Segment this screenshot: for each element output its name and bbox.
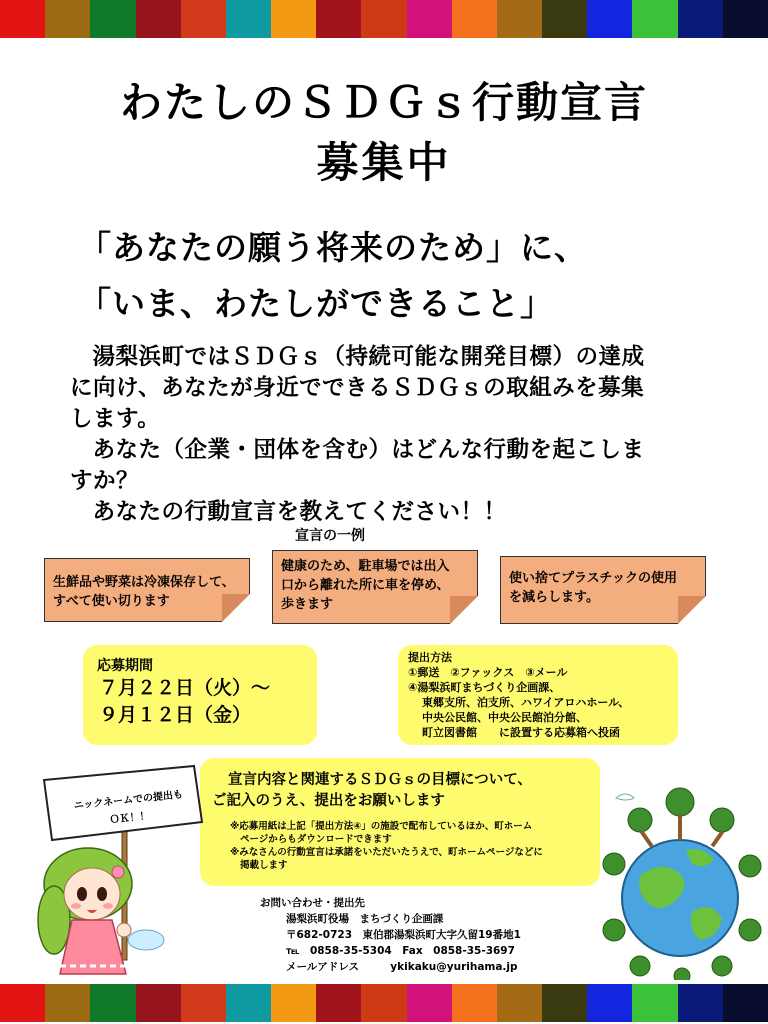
stripe-segment: [542, 0, 587, 38]
mascot-illustration: [30, 760, 230, 980]
method-line: ①郵送 ②ファックス ③メール: [408, 666, 568, 679]
method-label: 提出方法: [408, 651, 452, 664]
stripe-segment: [678, 984, 723, 1022]
example-line: 使い捨てプラスチックの使用: [509, 571, 677, 586]
email-link[interactable]: ykikaku@yurihama.jp: [390, 961, 518, 973]
stripe-segment: [587, 0, 632, 38]
example-line: 歩きます: [281, 597, 334, 612]
stripe-segment: [0, 0, 45, 38]
intro-line: あなたの行動宣言を教えてください！！: [92, 499, 507, 525]
page-subtitle: 募集中: [316, 138, 452, 187]
sign-line: ＯＫ！！: [109, 810, 151, 827]
stripe-segment: [361, 0, 406, 38]
bottom-color-stripe: [0, 984, 768, 1022]
contact-email-row: [260, 959, 521, 975]
examples-label: 宣言の一例: [295, 528, 365, 544]
stripe-segment: [678, 0, 723, 38]
stripe-segment: [316, 0, 361, 38]
request-note: ※みなさんの行動宣言は承諾をいただいたうえで、町ホームページなどに: [230, 847, 543, 858]
stripe-segment: [181, 0, 226, 38]
stripe-segment: [45, 984, 90, 1022]
stripe-segment: [226, 984, 271, 1022]
intro-line: すか？: [70, 468, 140, 494]
top-color-stripe: [0, 0, 768, 38]
request-line: 宣言内容と関連するＳＤＧｓの目標について、: [228, 772, 532, 788]
stripe-segment: [136, 0, 181, 38]
stripe-segment: [0, 984, 45, 1022]
page-title: わたしのＳＤＧｓ行動宣言: [119, 78, 648, 127]
slogan-line-2: 「いま、わたしができること」: [78, 284, 554, 323]
request-box: [200, 758, 600, 886]
example-line: 健康のため、駐車場では出入: [281, 559, 450, 574]
period-label: 応募期間: [97, 658, 153, 674]
intro-line: 湯梨浜町ではＳＤＧｓ（持続可能な開発目標）の達成: [92, 344, 645, 370]
example-line: 口から離れた所に車を停め、: [281, 578, 450, 593]
stripe-segment: [271, 0, 316, 38]
stripe-segment: [723, 984, 768, 1022]
period-end: ９月１２日（金）: [99, 704, 252, 726]
contact-phone: ℡ 0858-35-5304 Fax 0858-35-3697: [286, 945, 515, 957]
example-line: すべて使い切ります: [53, 594, 170, 609]
stripe-segment: [226, 0, 271, 38]
page-fold: [450, 596, 478, 624]
page-fold: [222, 594, 250, 622]
stripe-segment: [542, 984, 587, 1022]
method-line: 東郷支所、泊支所、ハワイアロハホール、: [422, 696, 630, 709]
application-period-box: [83, 645, 317, 745]
stripe-segment: [452, 0, 497, 38]
stripe-segment: [90, 984, 135, 1022]
mascot-with-sign: [30, 760, 230, 980]
request-note: ページからもダウンロードできます: [240, 834, 392, 845]
stripe-segment: [723, 0, 768, 38]
contact-address: 〒682-0723 東伯郡湯梨浜町大字久留19番地1: [286, 929, 521, 941]
intro-text: [70, 342, 730, 528]
earth-trees-illustration: [600, 780, 765, 980]
request-line: ご記入のうえ、提出をお願いします: [212, 793, 445, 809]
stripe-segment: [316, 984, 361, 1022]
stripe-segment: [632, 984, 677, 1022]
example-note: [500, 556, 706, 624]
stripe-segment: [90, 0, 135, 38]
stripe-segment: [136, 984, 181, 1022]
stripe-segment: [407, 0, 452, 38]
intro-line: あなた（企業・団体を含む）はどんな行動を起こしま: [92, 437, 645, 463]
stripe-segment: [497, 984, 542, 1022]
globe-icon: [600, 780, 765, 980]
stripe-segment: [271, 984, 316, 1022]
example-note: [44, 558, 250, 622]
contact-office: 湯梨浜町役場 まちづくり企画課: [286, 913, 444, 925]
stripe-segment: [407, 984, 452, 1022]
contact-info: [260, 895, 521, 975]
stripe-segment: [361, 984, 406, 1022]
stripe-segment: [587, 984, 632, 1022]
period-start: ７月２２日（火）～: [99, 677, 271, 699]
method-line: ④湯梨浜町まちづくり企画課、: [408, 681, 561, 694]
request-note: ※応募用紙は上記「提出方法④」の施設で配布しているほか、町ホーム: [230, 821, 533, 832]
sign-line: ニックネームでの提出も: [73, 789, 184, 812]
stripe-segment: [632, 0, 677, 38]
slogan-line-1: 「あなたの願う将来のため」に、: [78, 228, 588, 267]
stripe-segment: [181, 984, 226, 1022]
page-fold: [678, 596, 706, 624]
email-label: メールアドレス: [286, 961, 359, 973]
submission-method-box: [398, 645, 678, 745]
method-line: 町立図書館 に設置する応募箱へ投函: [422, 726, 620, 739]
intro-line: します。: [70, 406, 161, 432]
stripe-segment: [497, 0, 542, 38]
example-line: を減らします。: [509, 590, 599, 605]
method-line: 中央公民館、中央公民館泊分館、: [422, 711, 587, 724]
stripe-segment: [452, 984, 497, 1022]
example-note: [272, 550, 478, 624]
stripe-segment: [45, 0, 90, 38]
contact-label: お問い合わせ・提出先: [260, 897, 365, 909]
request-note: 掲載します: [240, 860, 288, 871]
example-line: 生鮮品や野菜は冷凍保存して、: [53, 575, 235, 590]
intro-line: に向け、あなたが身近でできるＳＤＧｓの取組みを募集: [70, 375, 645, 401]
